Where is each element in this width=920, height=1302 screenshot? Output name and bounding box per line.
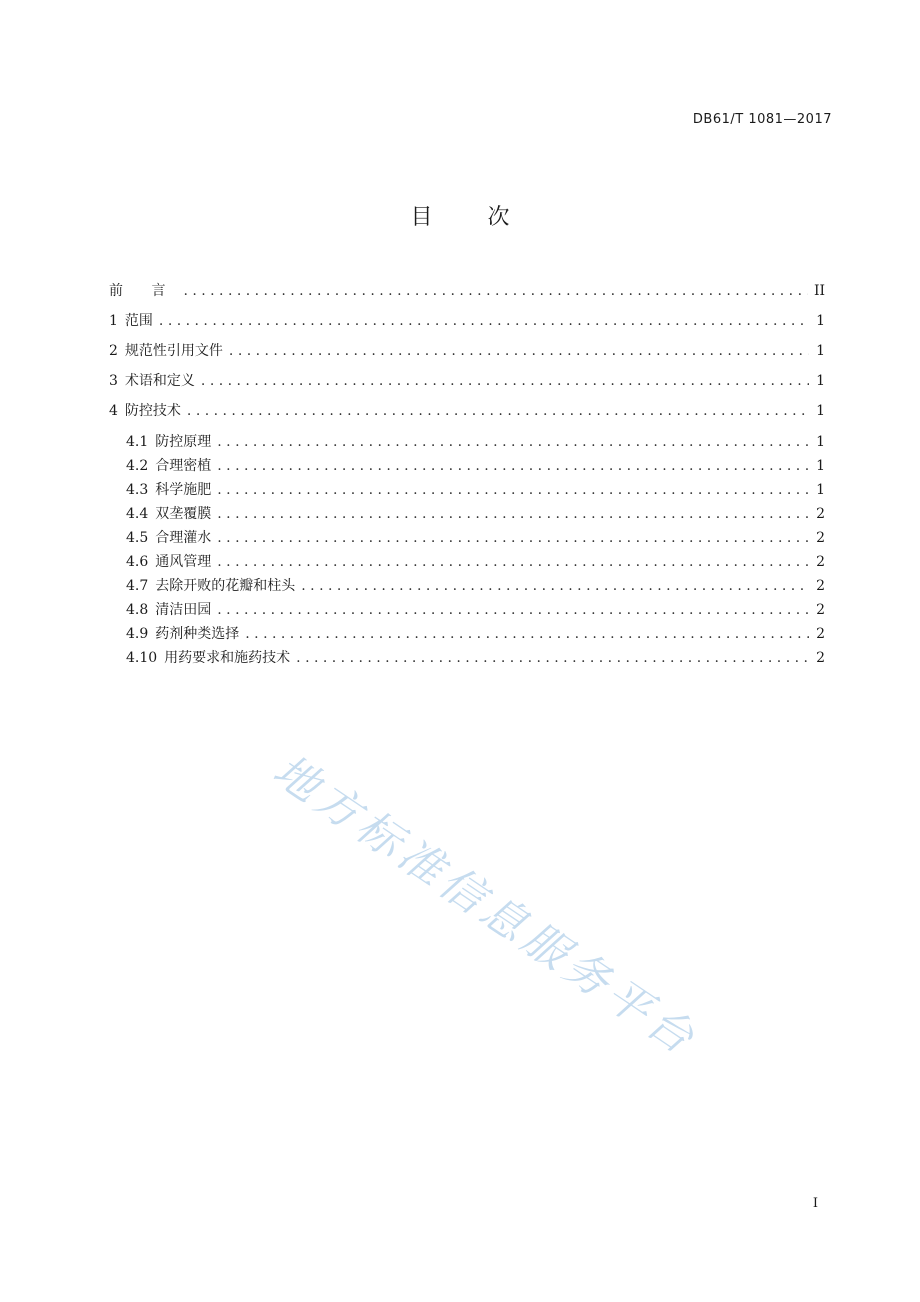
toc-entry-foreword[interactable] [109, 276, 825, 306]
toc-leader-dots [245, 622, 809, 646]
watermark-text: 地方标准信息服务平台 [263, 744, 708, 1067]
toc-leader-dots [217, 598, 809, 622]
toc-entry-4-3[interactable] [109, 478, 825, 502]
toc-entry-page: II [813, 283, 825, 299]
toc-entry-label: 去除开败的花瓣和柱头 [155, 578, 296, 594]
page-number: I [812, 1196, 818, 1211]
toc-leader-dots [217, 430, 809, 454]
toc-entry-label: 防控原理 [155, 434, 212, 450]
toc-entry-label: 通风管理 [155, 554, 212, 570]
toc-entry-4-5[interactable] [109, 526, 825, 550]
toc-entry-label: 合理密植 [155, 458, 212, 474]
toc-entry-4-2[interactable] [109, 454, 825, 478]
toc-entry-label: 药剂种类选择 [155, 626, 240, 642]
toc-entry-4[interactable] [109, 396, 825, 426]
toc-entry-number: 4.7 [126, 578, 149, 594]
toc-entry-number: 4.3 [126, 482, 149, 498]
toc-entry-number: 1 [109, 313, 118, 329]
toc-entry-4-1[interactable] [109, 430, 825, 454]
toc-entry-number: 4.6 [126, 554, 149, 570]
toc-entry-page: 2 [816, 578, 825, 594]
toc-entry-label: 规范性引用文件 [124, 343, 223, 359]
toc-entry-3[interactable] [109, 366, 825, 396]
toc-entry-label: 范围 [124, 313, 153, 329]
toc-entry-page: 2 [816, 650, 825, 666]
toc-entry-number: 2 [109, 343, 118, 359]
toc-leader-dots [301, 574, 809, 598]
toc-entry-4-7[interactable] [109, 574, 825, 598]
toc-leader-dots [187, 396, 809, 426]
toc-leader-dots [159, 306, 809, 336]
toc-entry-4-4[interactable] [109, 502, 825, 526]
toc-leader-dots [217, 526, 809, 550]
toc-entry-number: 3 [109, 373, 118, 389]
toc-leader-dots [217, 502, 809, 526]
toc-entry-number: 4.2 [126, 458, 149, 474]
toc-entry-4-8[interactable] [109, 598, 825, 622]
toc-entry-2[interactable] [109, 336, 825, 366]
toc-entry-page: 1 [816, 373, 825, 389]
toc-entry-4-6[interactable] [109, 550, 825, 574]
toc-entry-1[interactable] [109, 306, 825, 336]
toc-leader-dots [217, 550, 809, 574]
toc-entry-page: 2 [816, 626, 825, 642]
toc-entry-label: 用药要求和施药技术 [164, 650, 291, 666]
toc-entry-page: 2 [816, 530, 825, 546]
toc-leader-dots [183, 276, 807, 306]
toc-leader-dots [217, 478, 809, 502]
toc-entry-label: 防控技术 [124, 403, 181, 419]
toc-entry-number: 4.9 [126, 626, 149, 642]
toc-entry-number: 4.4 [126, 506, 149, 522]
toc-entry-4-9[interactable] [109, 622, 825, 646]
toc-leader-dots [217, 454, 809, 478]
toc-entry-number: 4.5 [126, 530, 149, 546]
toc-entry-label: 双垄覆膜 [155, 506, 212, 522]
toc-entry-number: 4.1 [126, 434, 149, 450]
toc-entry-number: 4.8 [126, 602, 149, 618]
toc-entry-page: 1 [816, 403, 825, 419]
toc-entry-page: 1 [816, 482, 825, 498]
toc-entry-page: 1 [816, 458, 825, 474]
toc-leader-dots [201, 366, 809, 396]
toc-entry-page: 1 [816, 313, 825, 329]
toc-leader-dots [296, 646, 809, 670]
toc-entry-label: 前 言 [109, 283, 178, 299]
toc-entry-page: 1 [816, 434, 825, 450]
toc-title: 目 次 [410, 205, 534, 230]
toc-entry-label: 术语和定义 [124, 373, 195, 389]
toc-entry-number: 4.10 [126, 650, 158, 666]
document-code: DB61/T 1081—2017 [692, 112, 832, 127]
toc-entry-label: 合理灌水 [155, 530, 212, 546]
toc-entry-label: 科学施肥 [155, 482, 212, 498]
table-of-contents [109, 276, 825, 670]
toc-entry-4-10[interactable] [109, 646, 825, 670]
toc-entry-page: 2 [816, 506, 825, 522]
toc-leader-dots [229, 336, 809, 366]
toc-entry-page: 2 [816, 554, 825, 570]
toc-entry-number: 4 [109, 403, 118, 419]
toc-entry-page: 1 [816, 343, 825, 359]
toc-entry-page: 2 [816, 602, 825, 618]
toc-entry-label: 清洁田园 [155, 602, 212, 618]
